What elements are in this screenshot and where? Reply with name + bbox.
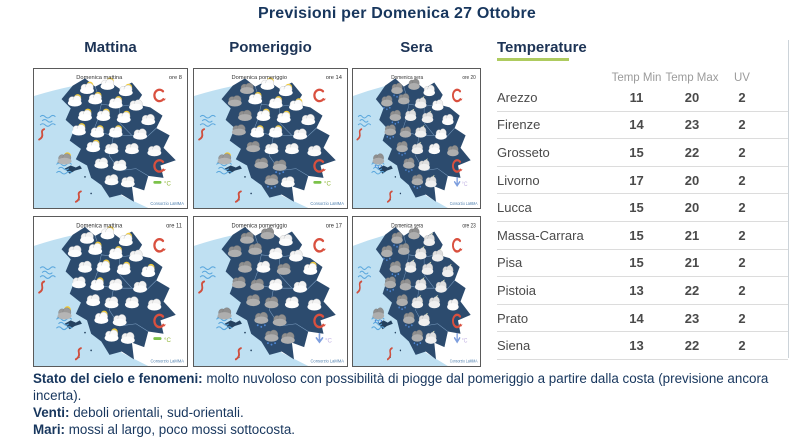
temp-min-value: 17 [629, 172, 644, 188]
map-header-label: Domenica pomeriggio [231, 74, 288, 81]
table-row [497, 139, 788, 167]
sky-conditions-label: Stato del cielo e fenomeni: [33, 371, 203, 386]
forecast-map-sera-ore20 [352, 68, 481, 209]
uv-value: 2 [738, 144, 746, 160]
map-header-time: ore 17 [325, 223, 342, 230]
forecast-map-pomeriggio-ore14 [193, 68, 348, 209]
temp-min-value: 11 [629, 89, 644, 105]
temp-max-header: Temp Max [665, 72, 719, 84]
temperature-section [497, 40, 789, 358]
svg-text:°C: °C [461, 181, 468, 189]
column-header-mattina: Mattina [84, 39, 137, 56]
temperature-rows [497, 84, 788, 360]
forecast-map-pomeriggio-ore17 [193, 216, 348, 367]
map-header-label: Domenica pomeriggio [231, 223, 288, 230]
temp-max-value: 23 [684, 117, 700, 133]
city-name: Prato [497, 310, 529, 326]
map-header-label: Domenica mattina [76, 223, 123, 230]
temp-max-value: 21 [684, 227, 700, 243]
map-header-label: Domenica sera [391, 223, 424, 230]
temp-max-value: 23 [684, 310, 700, 326]
table-row [497, 305, 788, 333]
map-credit: Consorzio LaMMA [150, 358, 184, 364]
map-header-time: ore 8 [168, 74, 182, 81]
temp-max-value: 21 [684, 255, 700, 271]
wind-text: deboli orientali, sud-orientali. [73, 405, 244, 420]
forecast-map-sera-ore23 [352, 216, 481, 367]
city-name: Arezzo [497, 89, 538, 105]
temperature-title: Temperature [497, 39, 587, 56]
map-credit: Consorzio LaMMA [449, 201, 478, 206]
uv-value: 2 [738, 200, 746, 216]
map-credit: Consorzio LaMMA [310, 200, 344, 206]
city-name: Grosseto [497, 144, 550, 160]
map-credit: Consorzio LaMMA [310, 358, 344, 364]
temp-min-value: 15 [629, 255, 644, 271]
temp-max-value: 22 [684, 144, 700, 160]
temp-min-value: 15 [629, 227, 644, 243]
sea-label: Mari: [33, 422, 65, 437]
uv-value: 2 [738, 255, 746, 271]
city-name: Pisa [497, 255, 523, 271]
city-name: Firenze [497, 117, 541, 133]
city-name: Massa-Carrara [497, 227, 584, 243]
uv-value: 2 [738, 117, 746, 133]
sky-conditions-text: molto nuvoloso con possibilità di piogge dal pomeriggio a partire dalla costa (previsione ancora incerta). [33, 371, 769, 403]
table-row [497, 194, 788, 222]
forecast-map-mattina-ore11 [33, 216, 188, 367]
temp-min-value: 13 [629, 338, 644, 354]
uv-value: 2 [738, 338, 746, 354]
temp-max-value: 22 [684, 282, 700, 298]
temp-min-value: 14 [629, 117, 644, 133]
table-row [497, 277, 788, 305]
column-header-pomeriggio: Pomeriggio [229, 39, 312, 56]
svg-text:°C: °C [164, 180, 171, 188]
temp-max-value: 22 [684, 338, 700, 354]
table-row [497, 222, 788, 250]
uv-header: UV [734, 72, 750, 84]
uv-value: 2 [738, 282, 746, 298]
table-row [497, 84, 788, 112]
temp-min-header: Temp Min [611, 72, 662, 84]
wind-line [33, 404, 780, 421]
sea-text: mossi al largo, poco mossi sottocosta. [68, 422, 295, 437]
temp-min-value: 15 [629, 200, 644, 216]
map-header-label: Domenica mattina [76, 74, 123, 81]
table-row [497, 332, 788, 360]
temp-min-value: 13 [629, 282, 644, 298]
map-credit: Consorzio LaMMA [150, 200, 184, 206]
sky-conditions-line [33, 370, 780, 404]
map-header-time: ore 23 [462, 223, 476, 230]
map-header-label: Domenica sera [391, 74, 424, 82]
wind-label: Venti: [33, 405, 70, 420]
forecast-map-mattina-ore8 [33, 68, 188, 209]
table-row [497, 250, 788, 278]
table-row [497, 112, 788, 140]
uv-value: 2 [738, 172, 746, 188]
sea-line [33, 421, 780, 438]
temperature-table-header [497, 61, 788, 84]
city-name: Pistoia [497, 282, 537, 298]
uv-value: 2 [738, 310, 746, 326]
svg-text:°C: °C [325, 337, 332, 345]
map-header-time: ore 20 [462, 74, 476, 82]
uv-value: 2 [738, 227, 746, 243]
page-title: Previsioni per Domenica 27 Ottobre [258, 5, 536, 22]
map-credit: Consorzio LaMMA [449, 358, 478, 364]
temp-min-value: 14 [629, 310, 644, 326]
temp-max-value: 20 [684, 200, 700, 216]
uv-value: 2 [738, 89, 746, 105]
city-name: Lucca [497, 200, 532, 216]
temp-max-value: 20 [684, 172, 700, 188]
svg-text:°C: °C [461, 338, 468, 345]
temp-max-value: 20 [684, 89, 700, 105]
city-name: Livorno [497, 172, 540, 188]
column-header-sera: Sera [400, 39, 433, 56]
map-header-time: ore 14 [325, 74, 342, 81]
temp-min-value: 15 [629, 144, 644, 160]
svg-text:°C: °C [164, 336, 171, 345]
table-row [497, 167, 788, 195]
map-header-time: ore 11 [166, 223, 182, 230]
forecast-text-block [33, 370, 780, 438]
svg-text:°C: °C [324, 180, 331, 188]
city-name: Siena [497, 338, 531, 354]
